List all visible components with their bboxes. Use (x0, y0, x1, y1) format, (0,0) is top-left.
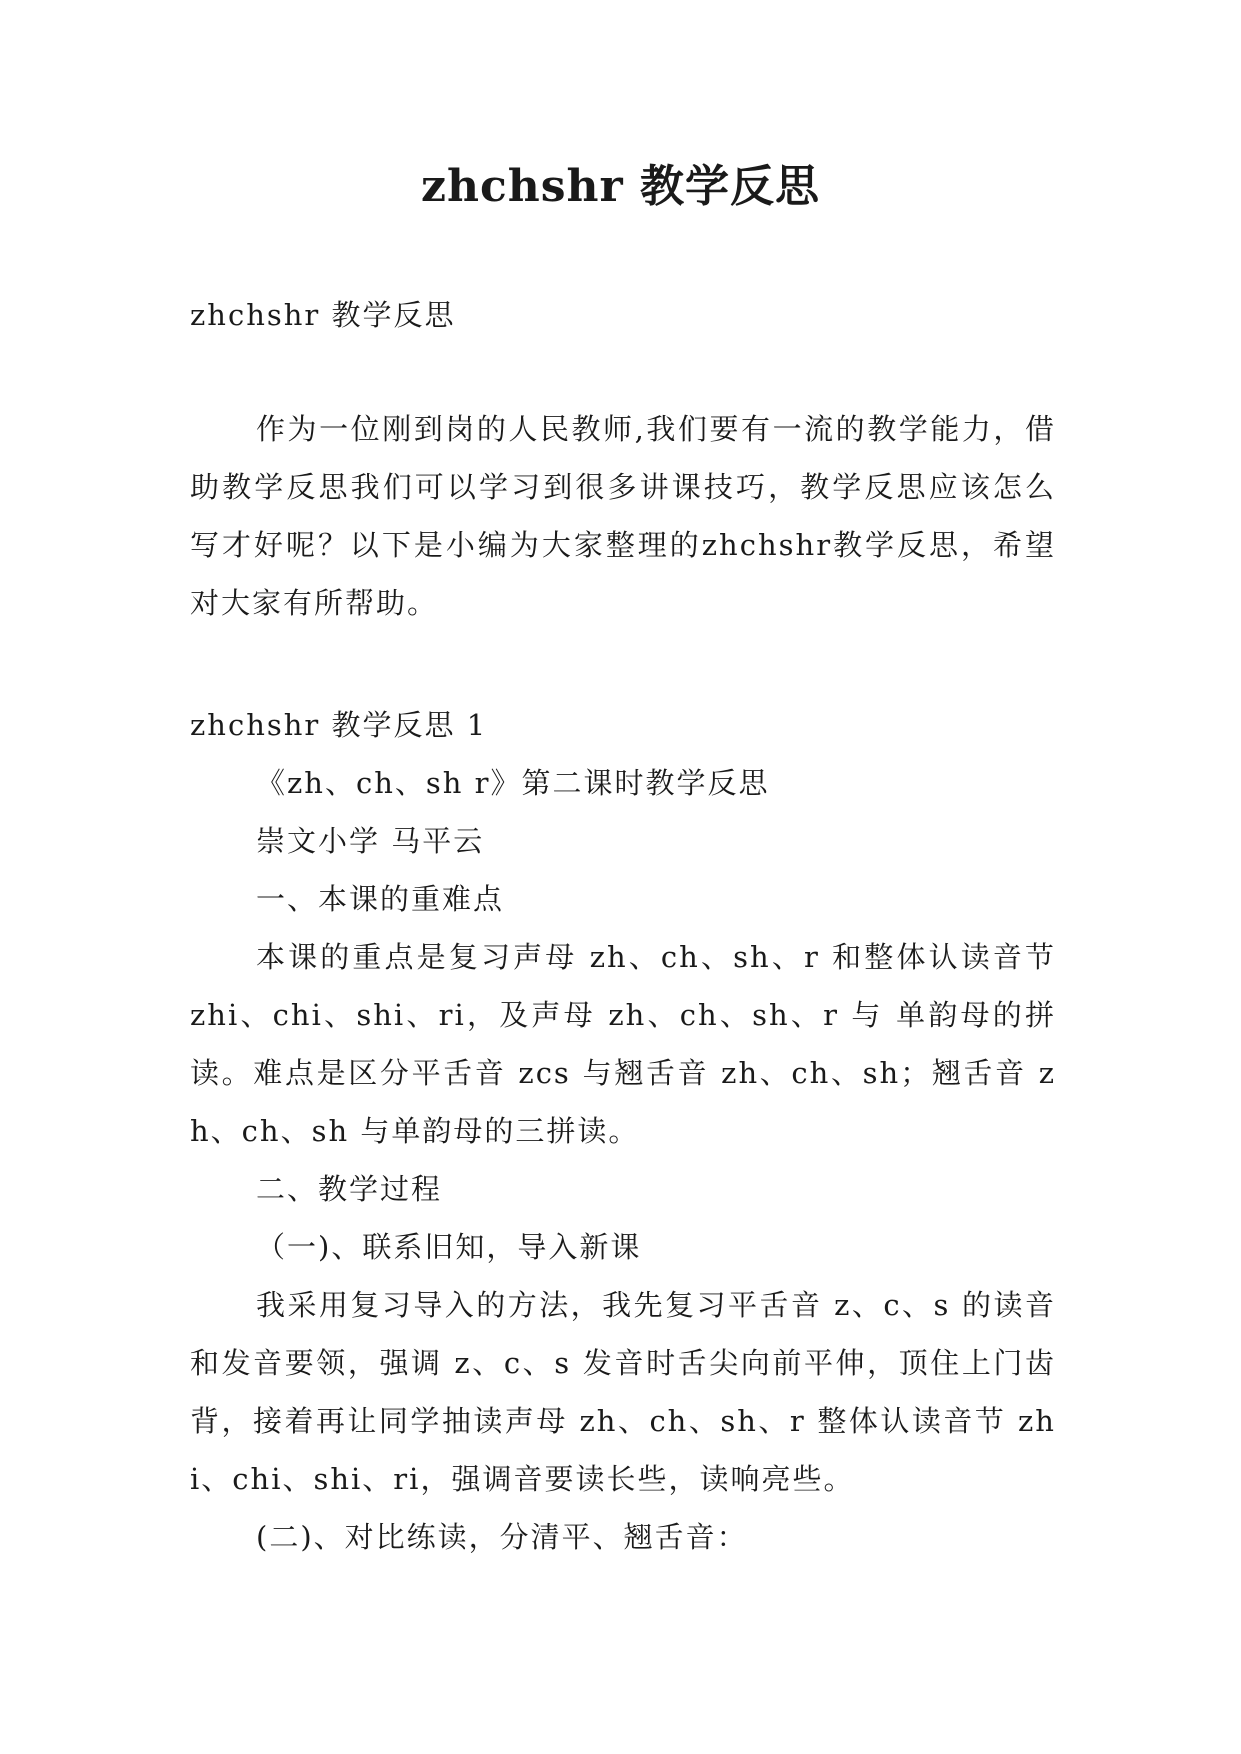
section-heading: zhchshr 教学反思 1 (190, 708, 488, 742)
review-paragraph: 我采用复习导入的方法，我先复习平舌音 z、c、s 的读音和发音要领，强调 z、c、s 发音时舌尖向前平伸，顶住上门齿背，接着再让同学抽读声母 zh、ch、sh、r 整体认读音节 zhi、chi、shi、ri，强调音要读长些，读响亮些。 (190, 1288, 1056, 1496)
document-subtitle: zhchshr 教学反思 (190, 298, 456, 332)
document-title: zhchshr 教学反思 (420, 161, 821, 212)
author-line: 崇文小学 马平云 (256, 824, 485, 858)
step-heading-review: （一)、联系旧知，导入新课 (256, 1230, 642, 1264)
step-heading-compare: (二)、对比练读，分清平、翘舌音： (256, 1520, 748, 1554)
key-points-paragraph: 本课的重点是复习声母 zh、ch、sh、r 和整体认读音节 zhi、chi、shi、ri，及声母 zh、ch、sh、r 与 单韵母的拼读。难点是区分平舌音 zcs 与翘舌音 zh、ch、sh；翘舌音 zh、ch、sh 与单韵母的三拼读。 (190, 940, 1056, 1148)
lesson-title: 《zh、ch、sh r》第二课时教学反思 (256, 766, 770, 800)
part-heading-process: 二、教学过程 (256, 1172, 443, 1206)
part-heading-key-points: 一、本课的重难点 (256, 882, 505, 916)
intro-paragraph: 作为一位刚到岗的人民教师,我们要有一流的教学能力，借助教学反思我们可以学习到很多讲课技巧，教学反思应该怎么写才好呢？以下是小编为大家整理的zhchshr教学反思，希望对大家有所帮助。 (190, 412, 1056, 620)
